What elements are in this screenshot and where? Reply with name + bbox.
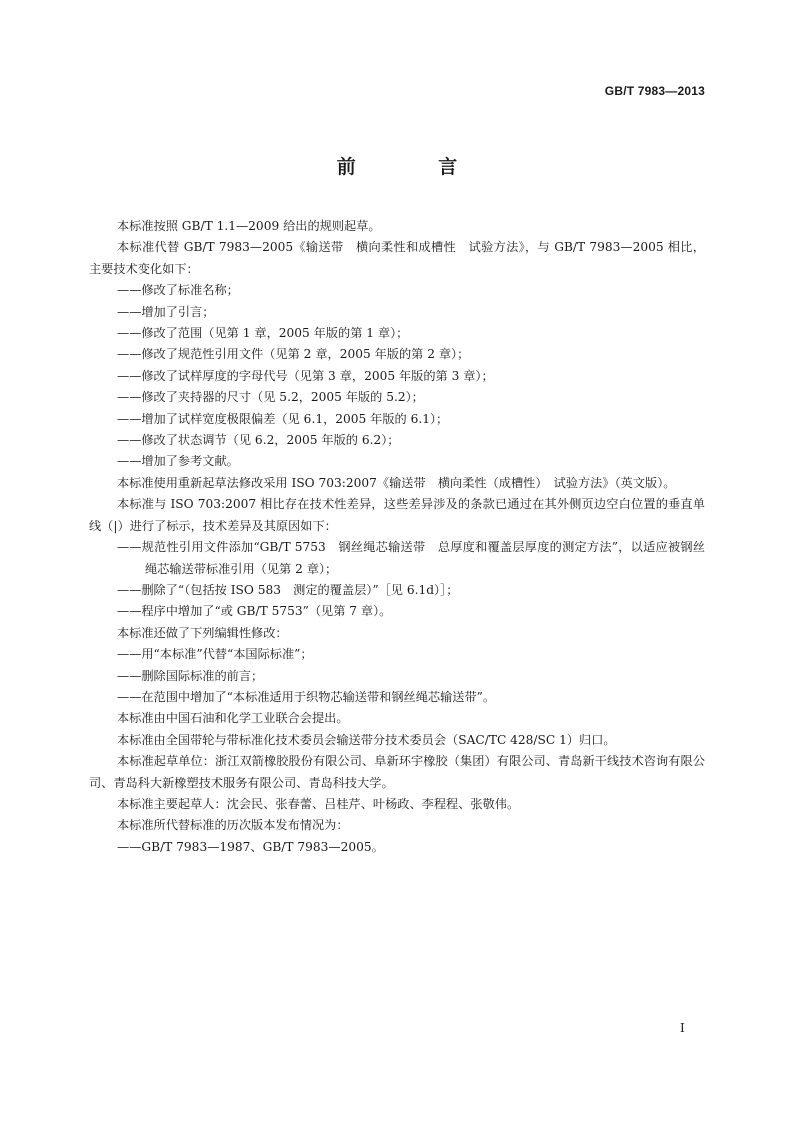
paragraph: 本标准由全国带轮与带标准化技术委员会输送带分技术委员会（SAC/TC 428/SC 1）归口。: [117, 732, 616, 747]
page-number: I: [680, 1021, 685, 1035]
list-item: ——增加了引言；: [117, 304, 215, 319]
list-item: ——修改了范围（见第 1 章，2005 年版的第 1 章）；: [117, 326, 409, 341]
page-title: 前 言: [336, 156, 496, 178]
paragraph: 本标准按照 GB/T 1.1—2009 给出的规则起草。: [117, 219, 381, 233]
paragraph: 本标准由中国石油和化学工业联合会提出。: [117, 711, 349, 726]
paragraph: 本标准起草单位：浙江双箭橡胶股份有限公司、阜新环宇橡胶（集团）有限公司、青岛新干线技术咨询有限公司、青岛科大新橡塑技术服务有限公司、青岛科技大学。: [89, 754, 705, 790]
list-item: ——修改了状态调节（见 6.2，2005 年版的 6.2）；: [117, 433, 400, 448]
foreword-body: [89, 216, 705, 858]
paragraph: 本标准与 ISO 703:2007 相比存在技术性差异，这些差异涉及的条款已通过在其外侧页边空白位置的垂直单线（|）进行了标示，技术差异及其原因如下：: [89, 497, 705, 533]
list-item: ——修改了标准名称；: [117, 283, 239, 298]
paragraph: 本标准代替 GB/T 7983—2005《输送带 横向柔性和成槽性 试验方法》，与 GB/T 7983—2005 相比，主要技术变化如下：: [89, 240, 705, 276]
paragraph: 本标准主要起草人：沈会民、张春蕾、吕桂芹、叶杨政、李程程、张敬伟。: [117, 796, 520, 811]
list-item: ——增加了参考文献。: [117, 454, 239, 469]
list-item: ——用“本标准”代替“本国际标准”；: [117, 647, 313, 662]
list-item: ——删除了“（包括按 ISO 583 测定的覆盖层）”［见 6.1d）］；: [117, 582, 459, 597]
standard-code: GB/T 7983—2013: [604, 84, 705, 98]
list-item: ——增加了试样宽度极限偏差（见 6.1，2005 年版的 6.1）；: [117, 411, 449, 426]
list-item: ——规范性引用文件添加“GB/T 5753 钢丝绳芯输送带 总厚度和覆盖层厚度的测定方法”，以适应被钢丝绳芯输送带标准引用（见第 2 章）；: [117, 540, 705, 576]
list-item: ——程序中增加了“或 GB/T 5753”（见第 7 章）。: [117, 604, 392, 619]
list-item: ——删除国际标准的前言；: [117, 668, 264, 683]
list-item: ——修改了夹持器的尺寸（见 5.2，2005 年版的 5.2）；: [117, 390, 424, 405]
list-item: ——修改了试样厚度的字母代号（见第 3 章，2005 年版的第 3 章）；: [117, 368, 494, 383]
list-item: ——修改了规范性引用文件（见第 2 章，2005 年版的第 2 章）；: [117, 347, 470, 362]
paragraph: 本标准还做了下列编辑性修改：: [117, 625, 288, 640]
paragraph: 本标准使用重新起草法修改采用 ISO 703:2007《输送带 横向柔性（成槽性） 试验方法》（英文版）。: [117, 475, 676, 490]
list-item: ——GB/T 7983—1987、GB/T 7983—2005。: [117, 839, 384, 854]
list-item: ——在范围中增加了“本标准适用于织物芯输送带和钢丝绳芯输送带”。: [117, 689, 496, 704]
paragraph: 本标准所代替标准的历次版本发布情况为：: [117, 818, 349, 833]
